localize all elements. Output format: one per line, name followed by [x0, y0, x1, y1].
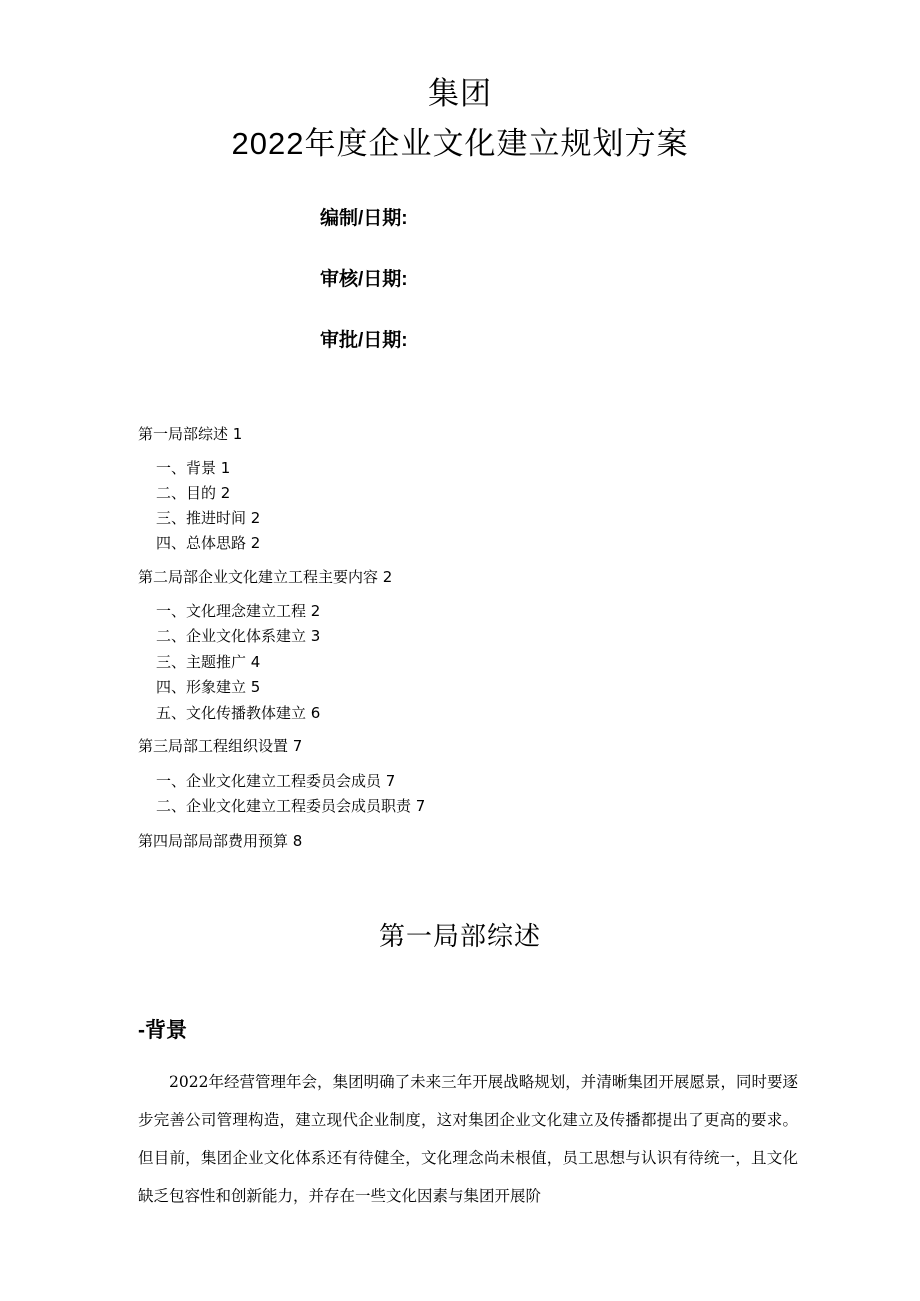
toc-entry[interactable]: 第三局部工程组织设置 7: [138, 737, 303, 755]
toc-entry[interactable]: 二、企业文化体系建立 3: [156, 627, 321, 645]
toc-entry[interactable]: 一、背景 1: [156, 459, 231, 477]
toc-entry[interactable]: 第二局部企业文化建立工程主要内容 2: [138, 568, 393, 586]
toc-entry[interactable]: 五、文化传播教体建立 6: [156, 704, 321, 722]
approved-date-label: 审批/日期:: [320, 330, 408, 351]
reviewed-date-label: 审核/日期:: [320, 269, 408, 290]
toc-entry[interactable]: 四、总体思路 2: [156, 534, 261, 552]
toc-entry[interactable]: 二、企业文化建立工程委员会成员职责 7: [156, 797, 426, 815]
section-title: 第一局部综述: [378, 921, 541, 951]
toc-entry[interactable]: 一、企业文化建立工程委员会成员 7: [156, 772, 396, 790]
document-title-line2: 2022年度企业文化建立规划方案: [231, 126, 689, 161]
toc-entry[interactable]: 一、文化理念建立工程 2: [156, 602, 321, 620]
body-paragraph: 2022年经营管理年会，集团明确了未来三年开展战略规划，并清晰集团开展愿景，同时要逐步完善公司管理构造，建立现代企业制度，这对集团企业文化建立及传播都提出了更高的要求。但目前，集团企业文化体系还有待健全，文化理念尚未根值，员工思想与认识有待统一，且文化缺乏包容性和创新能力，并存在一些文化因素与集团开展阶: [138, 1073, 798, 1205]
toc-entry[interactable]: 第四局部局部费用预算 8: [138, 832, 303, 850]
document-title-line1: 集团: [428, 76, 492, 111]
toc-entry[interactable]: 第一局部综述 1: [138, 425, 243, 443]
toc-entry[interactable]: 三、主题推广 4: [156, 653, 261, 671]
section-subheading: -背景: [138, 1019, 187, 1042]
toc-entry[interactable]: 三、推进时间 2: [156, 509, 261, 527]
compiled-date-label: 编制/日期:: [320, 208, 408, 229]
toc-entry[interactable]: 二、目的 2: [156, 484, 231, 502]
toc-entry[interactable]: 四、形象建立 5: [156, 678, 261, 696]
